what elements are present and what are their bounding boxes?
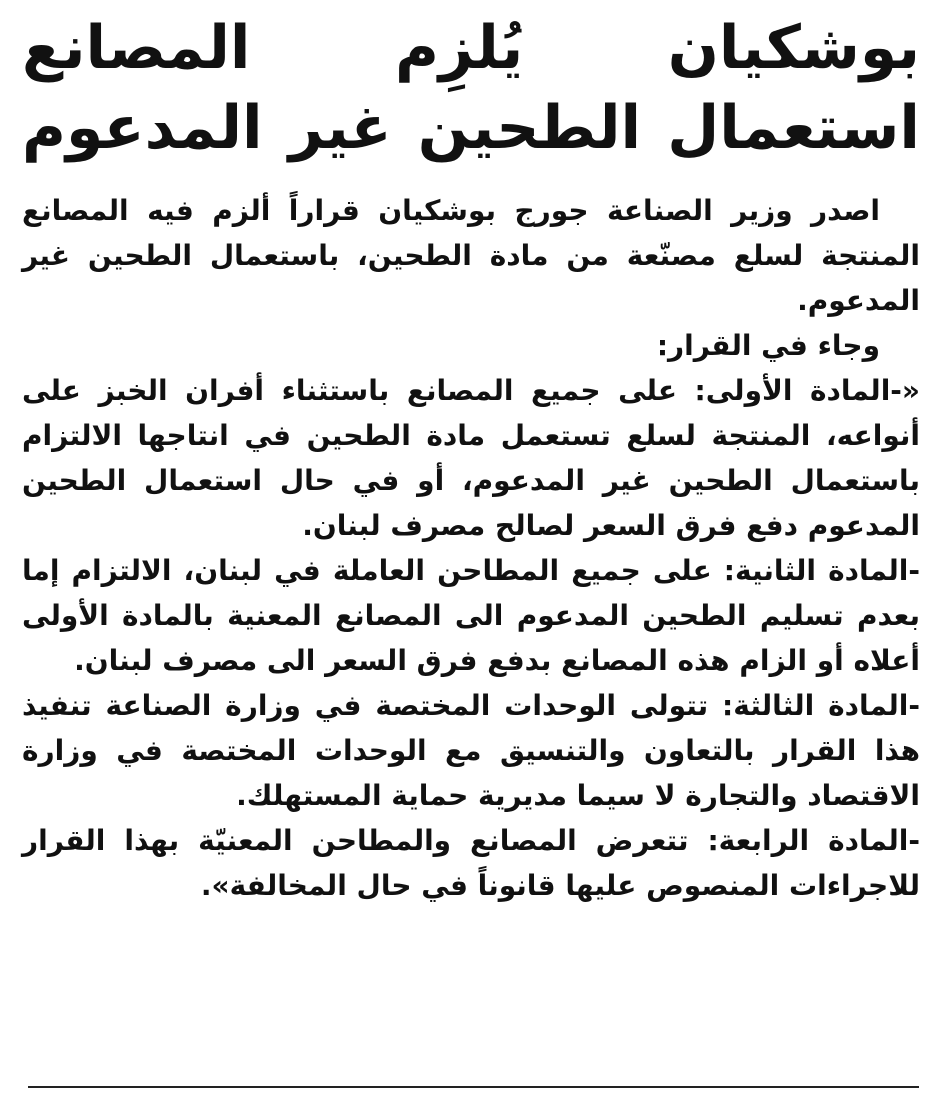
article-4-paragraph: -المادة الرابعة: تتعرض المصانع والمطاحن المعنيّة بهذا القرار للاجراءات المنصوص عليها قانوناً في حال المخالفة».	[22, 824, 920, 902]
article-body	[22, 188, 920, 908]
lead-in-paragraph: وجاء في القرار:	[656, 329, 880, 362]
article-2-paragraph: -المادة الثانية: على جميع المطاحن العاملة في لبنان، الالتزام إما بعدم تسليم الطحين المدعوم الى المصانع المعنية بالمادة الأولى أعلاه أو الزام هذه المصانع بدفع فرق السعر الى مصرف لبنان.	[22, 554, 920, 677]
article-1-paragraph: «-المادة الأولى: على جميع المصانع باستثناء أفران الخبز على أنواعه، المنتجة لسلع تستعمل مادة الطحين في انتاجها الالتزام باستعمال الطحين غير المدعوم، أو في حال استعمال الطحين المدعوم دفع فرق السعر لصالح مصرف لبنان.	[22, 374, 920, 542]
news-article	[22, 8, 920, 908]
headline-line-1: بوشكيان يُلزِم المصانع	[22, 13, 920, 83]
bottom-divider	[28, 1086, 919, 1088]
article-3-paragraph: -المادة الثالثة: تتولى الوحدات المختصة في وزارة الصناعة تنفيذ هذا القرار بالتعاون والتنسيق مع الوحدات المختصة في وزارة الاقتصاد والتجارة لا سيما مديرية حماية المستهلك.	[22, 689, 920, 812]
article-headline	[22, 8, 920, 168]
headline-line-2: استعمال الطحين غير المدعوم	[22, 93, 920, 163]
intro-paragraph: اصدر وزير الصناعة جورج بوشكيان قراراً ألزم فيه المصانع المنتجة لسلع مصنّعة من مادة الطحين، باستعمال الطحين غير المدعوم.	[22, 194, 920, 317]
